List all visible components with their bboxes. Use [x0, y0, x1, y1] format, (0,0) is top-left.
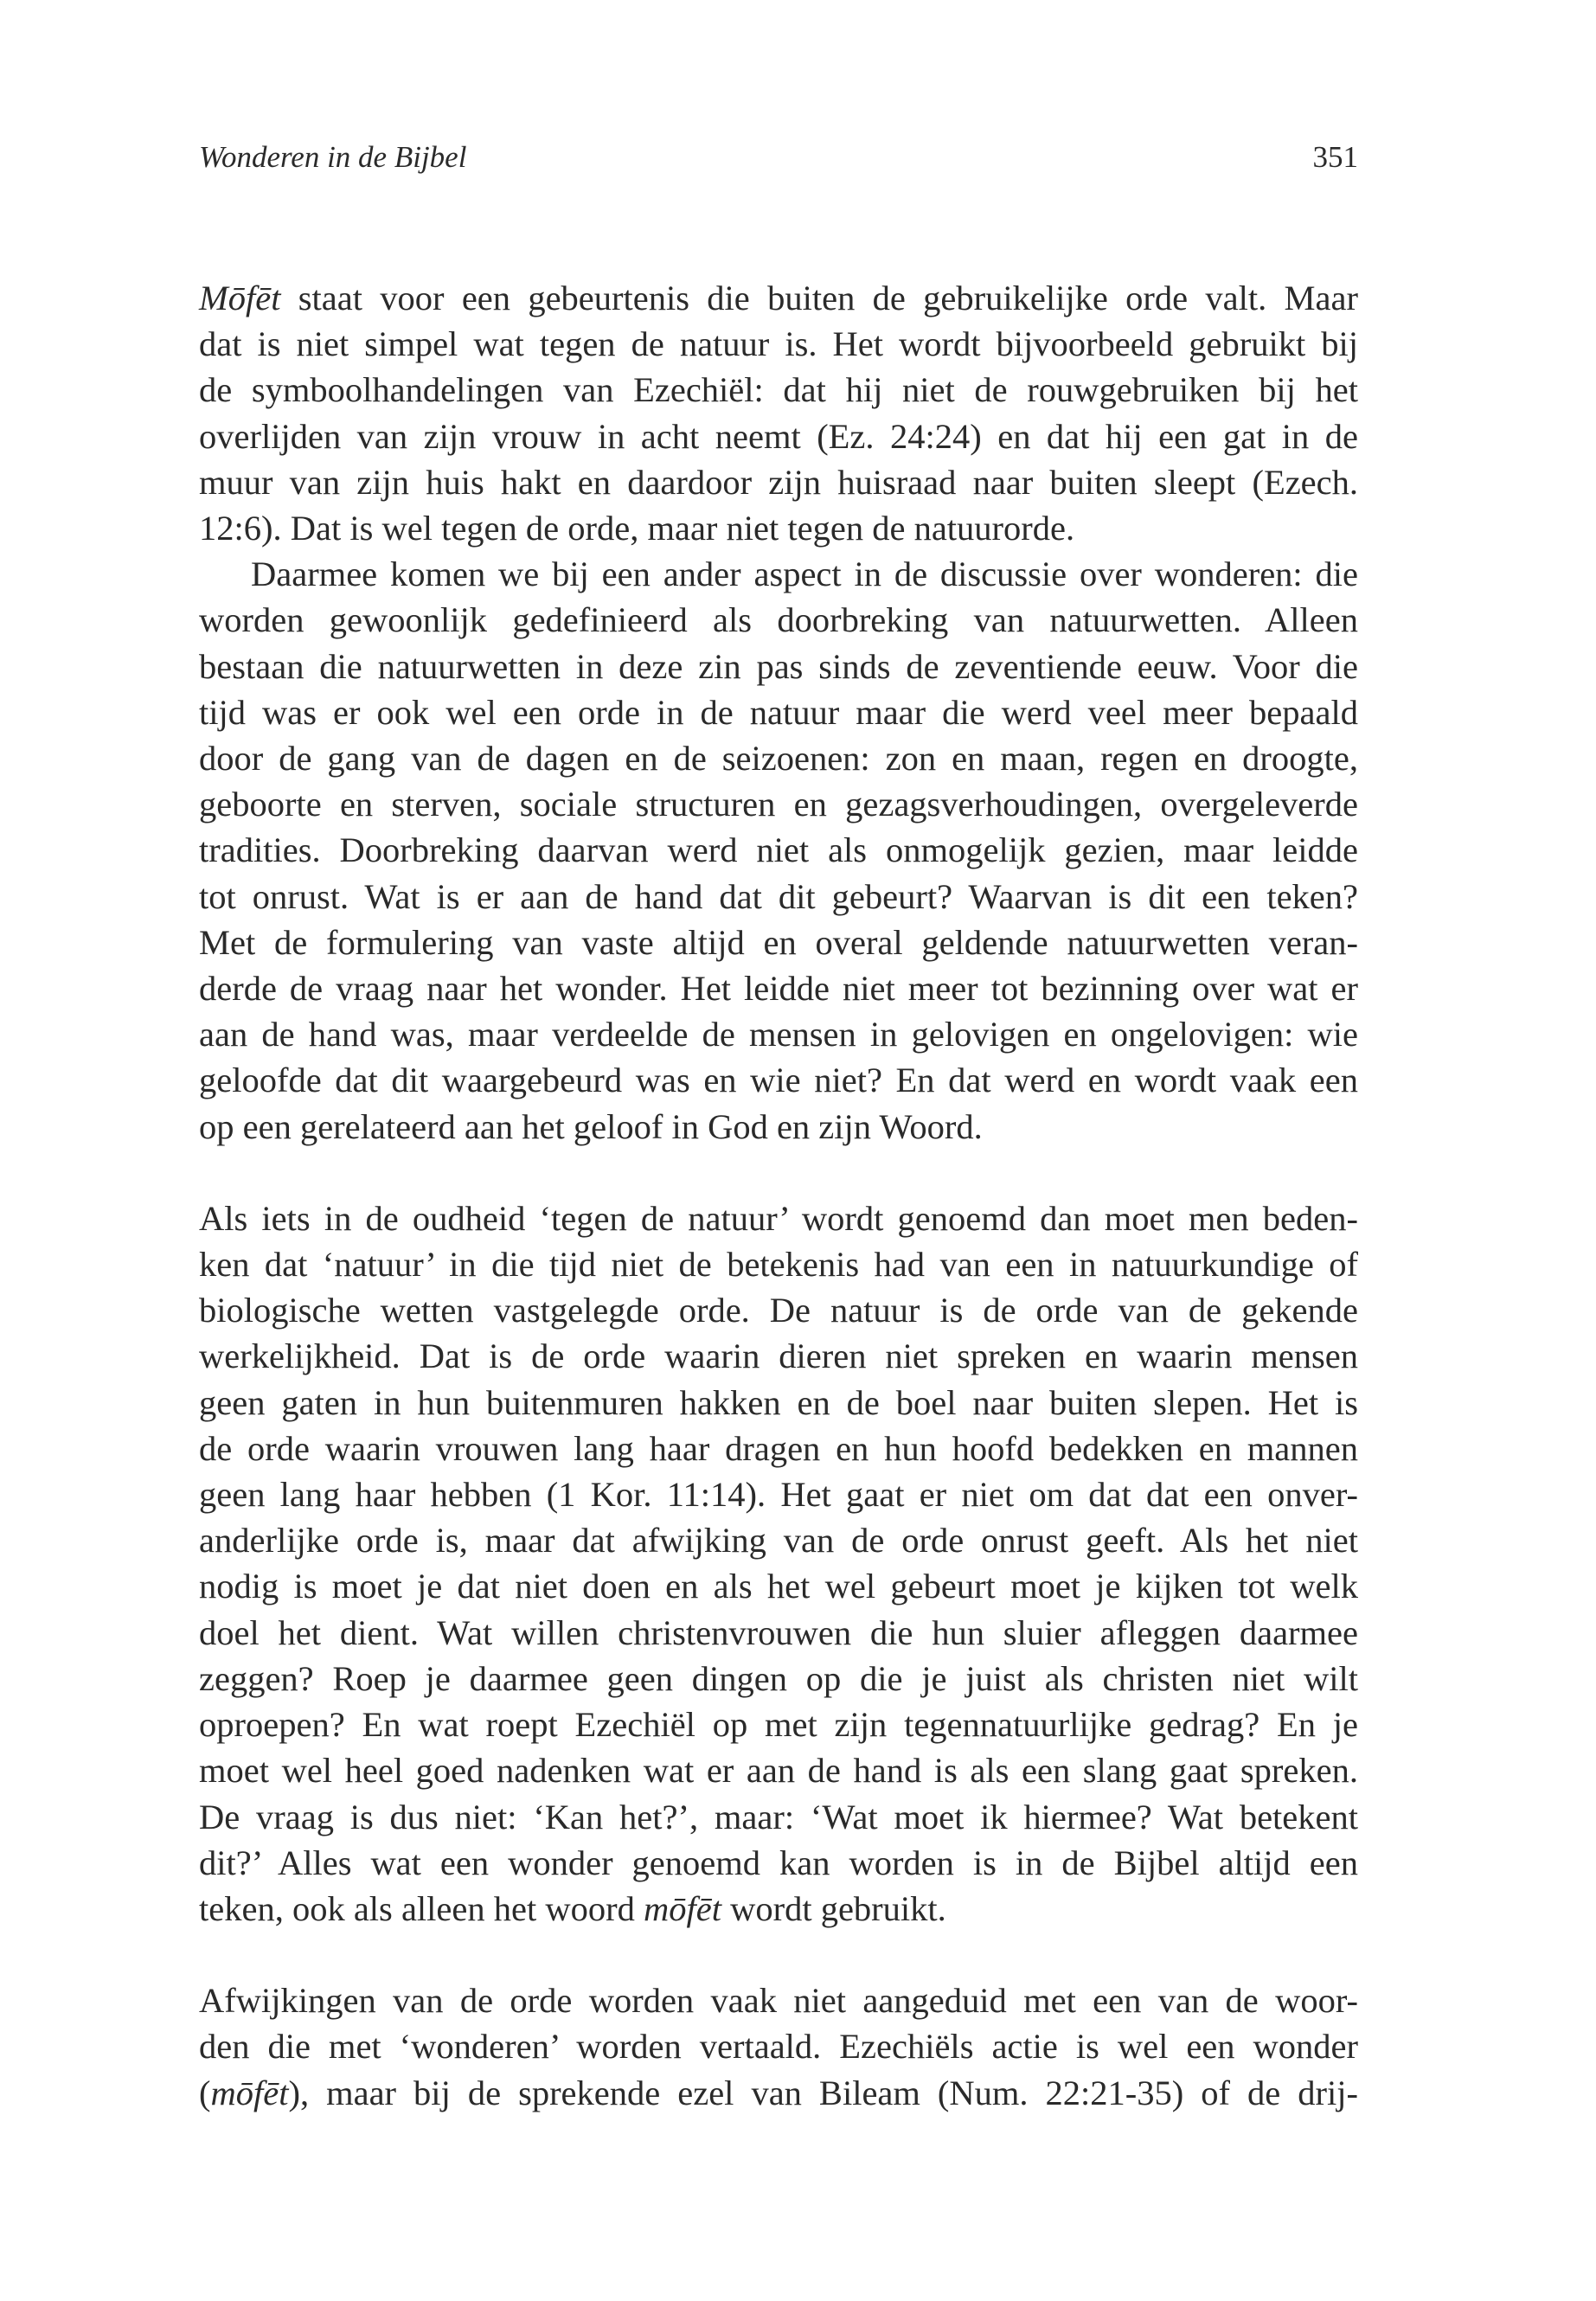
text-line: werkelijkheid. Dat is de orde waarin dieren niet spreken en waarin mensen — [199, 1336, 1358, 1376]
page-number: 351 — [1312, 140, 1358, 174]
text-line: moet wel heel goed nadenken wat er aan de hand is als een slang gaat spreken. — [199, 1751, 1358, 1791]
text-line: geen lang haar hebben (1 Kor. 11:14). Het gaat er niet om dat dat een onver- — [199, 1475, 1358, 1515]
text-line: Als iets in de oudheid ‘tegen de natuur’ wordt genoemd dan moet men beden- — [199, 1198, 1358, 1238]
text-line: Daarmee komen we bij een ander aspect in de discussie over wonderen: die — [251, 554, 1358, 594]
text-line: den die met ‘wonderen’ worden vertaald. Ezechiëls actie is wel een wonder — [199, 2027, 1358, 2067]
body-text — [199, 275, 1358, 2116]
text-line: oproepen? En wat roept Ezechiël op met zijn tegennatuurlijke gedrag? En je — [199, 1705, 1358, 1745]
text-line: Mōfēt staat voor een gebeurtenis die buiten de gebruikelijke orde valt. Maar — [199, 279, 1358, 317]
text-line: derde de vraag naar het wonder. Het leidde niet meer tot bezinning over wat er — [199, 969, 1358, 1009]
text-line: (mōfēt), maar bij de sprekende ezel van Bileam (Num. 22:21-35) of de drij- — [199, 2073, 1358, 2112]
text-line: teken, ook als alleen het woord mōfēt wordt gebruikt. — [199, 1888, 946, 1928]
text-line: 12:6). Dat is wel tegen de orde, maar niet tegen de natuurorde. — [199, 509, 1075, 548]
text-line: de orde waarin vrouwen lang haar dragen en hun hoofd bedekken en mannen — [199, 1428, 1358, 1468]
text-line: biologische wetten vastgelegde orde. De natuur is de orde van de gekende — [199, 1291, 1358, 1330]
text-line: overlijden van zijn vrouw in acht neemt (Ez. 24:24) en dat hij een gat in de — [199, 416, 1358, 456]
text-line: bestaan die natuurwetten in deze zin pas sinds de zeventiende eeuw. Voor die — [199, 646, 1358, 686]
italic-term: mōfēt — [643, 1888, 721, 1928]
text-line: door de gang van de dagen en de seizoenen: zon en maan, regen en droogte, — [199, 739, 1358, 779]
text-line: tijd was er ook wel een orde in de natuur maar die werd veel meer bepaald — [199, 692, 1358, 732]
text-line: dit?’ Alles wat een wonder genoemd kan worden is in de Bijbel altijd een — [199, 1843, 1358, 1882]
text-line: dat is niet simpel wat tegen de natuur is. Het wordt bijvoorbeeld gebruikt bij — [199, 324, 1358, 364]
text-line: op een gerelateerd aan het geloof in God en zijn Woord. — [199, 1106, 983, 1146]
italic-term: mōfēt — [210, 2073, 289, 2112]
text-line: geboorte en sterven, sociale structuren en gezagsverhoudingen, overgeleverde — [199, 785, 1358, 824]
text-line: de symboolhandelingen van Ezechiël: dat hij niet de rouwgebruiken bij het — [199, 370, 1358, 410]
paragraph-2 — [199, 551, 1358, 1150]
text-line: muur van zijn huis hakt en daardoor zijn huisraad naar buiten sleept (Ezech. — [199, 462, 1358, 502]
text-line: worden gewoonlijk gedefinieerd als doorbreking van natuurwetten. Alleen — [199, 600, 1358, 640]
text-line: geloofde dat dit waargebeurd was en wie niet? En dat werd en wordt vaak een — [199, 1061, 1358, 1100]
text-line: tot onrust. Wat is er aan de hand dat dit gebeurt? Waarvan is dit een teken? — [199, 876, 1358, 916]
text-line: ken dat ‘natuur’ in die tijd niet de betekenis had van een in natuurkundige of — [199, 1245, 1358, 1285]
section-gap — [199, 1150, 1358, 1195]
paragraph-3 — [199, 1195, 1358, 1932]
text-line: tradities. Doorbreking daarvan werd niet als onmogelijk gezien, maar leidde — [199, 830, 1358, 870]
text-line: geen gaten in hun buitenmuren hakken en de boel naar buiten slepen. Het is — [199, 1382, 1358, 1422]
paragraph-1 — [199, 275, 1358, 551]
text-line: Met de formulering van vaste altijd en overal geldende natuurwetten veran- — [199, 922, 1358, 962]
text-line: aan de hand was, maar verdeelde de mensen in gelovigen en ongelovigen: wie — [199, 1015, 1358, 1054]
page-header — [199, 137, 1358, 178]
text-line: nodig is moet je dat niet doen en als het wel gebeurt moet je kijken tot welk — [199, 1567, 1358, 1606]
section-gap — [199, 1932, 1358, 1977]
paragraph-4 — [199, 1977, 1358, 2116]
italic-term: Mōfēt — [199, 279, 281, 317]
text-line: De vraag is dus niet: ‘Kan het?’, maar: ‘Wat moet ik hiermee? Wat betekent — [199, 1797, 1358, 1836]
text-line: anderlijke orde is, maar dat afwijking van de orde onrust geeft. Als het niet — [199, 1521, 1358, 1561]
running-head: Wonderen in de Bijbel — [199, 140, 467, 174]
text-line: doel het dient. Wat willen christenvrouwen die hun sluier afleggen daarmee — [199, 1612, 1358, 1652]
text-line: Afwijkingen van de orde worden vaak niet aangeduid met een van de woor- — [199, 1981, 1358, 2021]
text-line: zeggen? Roep je daarmee geen dingen op die je juist als christen niet wilt — [199, 1658, 1358, 1698]
